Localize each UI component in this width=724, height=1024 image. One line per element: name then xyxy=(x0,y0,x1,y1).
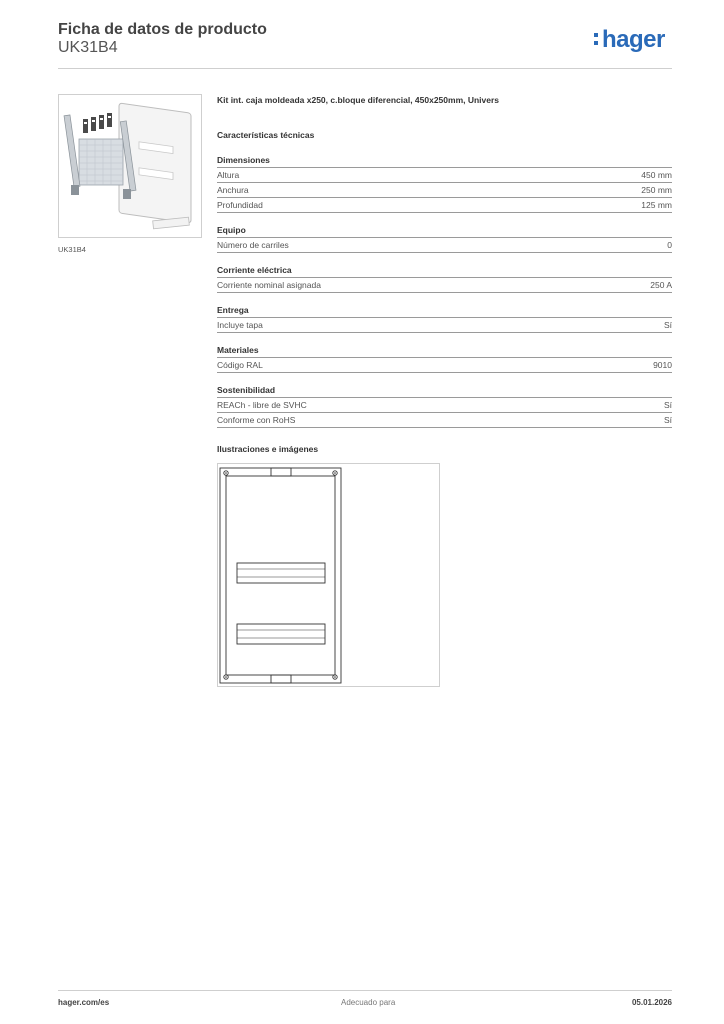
section-entrega xyxy=(217,305,672,333)
section-title: Materiales xyxy=(217,345,672,358)
spec-value: 125 mm xyxy=(641,200,672,210)
spec-row xyxy=(217,413,672,428)
section-corriente-electrica xyxy=(217,265,672,293)
page-title: Ficha de datos de producto xyxy=(58,21,267,38)
section-title: Corriente eléctrica xyxy=(217,265,672,278)
spec-row xyxy=(217,198,672,213)
section-equipo xyxy=(217,225,672,253)
section-dimensiones xyxy=(217,155,672,213)
section-title: Sostenibilidad xyxy=(217,385,672,398)
spec-label: Conforme con RoHS xyxy=(217,415,296,425)
spec-label: Incluye tapa xyxy=(217,320,263,330)
header-divider xyxy=(58,68,672,69)
spec-value: 250 A xyxy=(650,280,672,290)
logo-dots-icon xyxy=(594,31,600,49)
spec-value: 250 mm xyxy=(641,185,672,195)
footer-suitable-for: Adecuado para xyxy=(341,998,396,1007)
spec-value: 9010 xyxy=(653,360,672,370)
spec-label: Anchura xyxy=(217,185,249,195)
hager-logo[interactable] xyxy=(594,26,665,54)
section-materiales xyxy=(217,345,672,373)
illustrations-heading: Ilustraciones e imágenes xyxy=(217,444,319,454)
spec-value: Sí xyxy=(663,415,672,425)
spec-value: 450 mm xyxy=(641,170,672,180)
section-title: Dimensiones xyxy=(217,155,672,168)
spec-label: REACh - libre de SVHC xyxy=(217,400,307,410)
section-title: Equipo xyxy=(217,225,672,238)
spec-value: Sí xyxy=(663,400,672,410)
spec-label: Número de carriles xyxy=(217,240,289,250)
footer-date: 05.01.2026 xyxy=(631,998,672,1007)
spec-row xyxy=(217,183,672,198)
section-title: Entrega xyxy=(217,305,672,318)
product-photo-caption: UK31B4 xyxy=(58,245,86,254)
product-description: Kit int. caja moldeada x250, c.bloque diferencial, 450x250mm, Univers xyxy=(217,95,500,105)
spec-row xyxy=(217,278,672,293)
spec-value: 0 xyxy=(667,240,672,250)
spec-row xyxy=(217,358,672,373)
spec-row xyxy=(217,168,672,183)
technical-features-heading: Características técnicas xyxy=(217,130,315,140)
product-photo xyxy=(58,94,202,238)
spec-label: Código RAL xyxy=(217,360,263,370)
spec-label: Corriente nominal asignada xyxy=(217,280,321,290)
technical-drawing xyxy=(217,463,440,687)
logo-text: hager xyxy=(602,26,665,53)
spec-row xyxy=(217,318,672,333)
product-details xyxy=(217,95,672,428)
product-code: UK31B4 xyxy=(58,39,118,56)
footer-website-link[interactable]: hager.com/es xyxy=(58,998,110,1007)
spec-value: Sí xyxy=(663,320,672,330)
section-sostenibilidad xyxy=(217,385,672,428)
spec-row xyxy=(217,238,672,253)
spec-label: Profundidad xyxy=(217,200,263,210)
footer-divider xyxy=(58,990,672,991)
spec-label: Altura xyxy=(217,170,240,180)
spec-row xyxy=(217,398,672,413)
